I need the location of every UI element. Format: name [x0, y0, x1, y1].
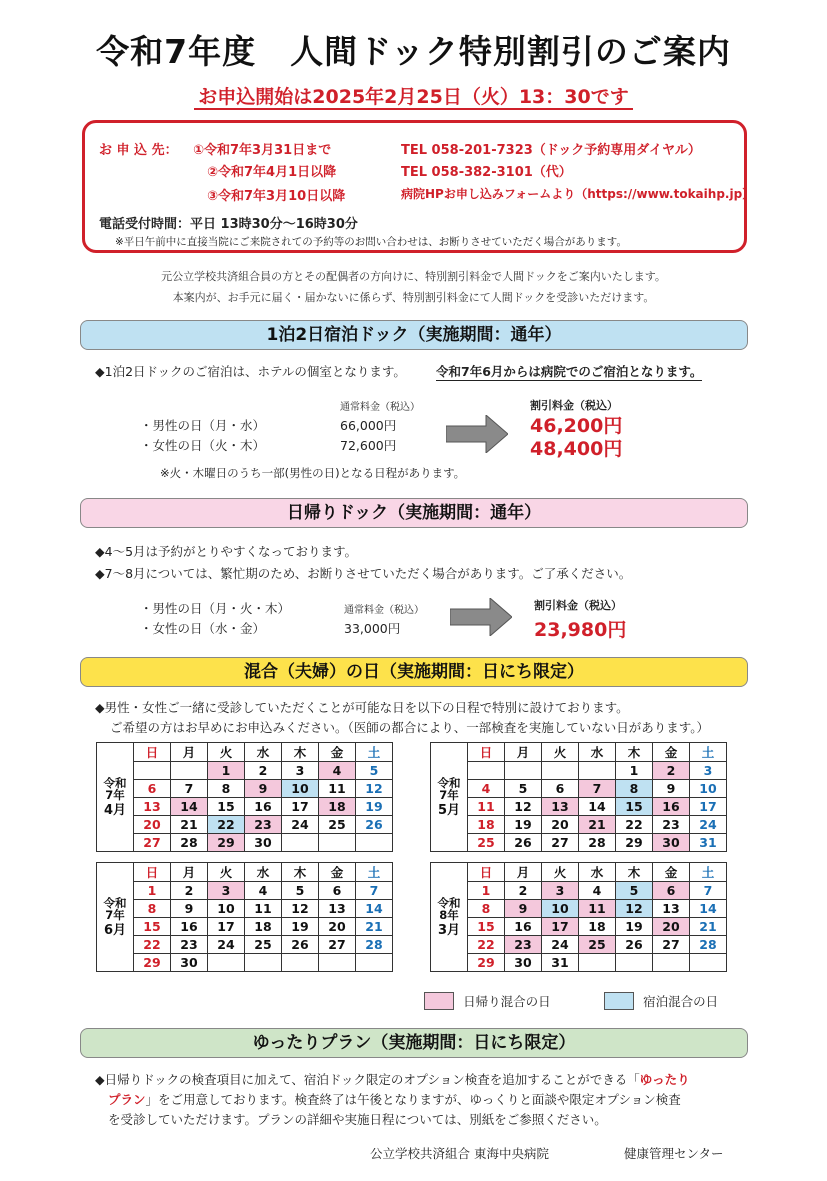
- daytrip-regular-head: 通常料金（税込）: [344, 605, 424, 616]
- calendar-day: 6: [542, 780, 579, 798]
- overnight-female-label: ・女性の日（火・木）: [140, 438, 266, 453]
- overnight-male-regular: 66,000円: [340, 418, 397, 433]
- calendar-month: [430, 862, 727, 972]
- relaxed-line-1: [95, 1070, 690, 1088]
- calendar-day: 6: [319, 882, 356, 900]
- weekday-header: 土: [690, 743, 727, 762]
- calendar-day: 6: [653, 882, 690, 900]
- calendar-empty-cell: [245, 954, 282, 972]
- application-start-text: お申込開始は2025年2月25日（火）13：30です: [194, 86, 632, 110]
- calendar-month-label: [97, 743, 134, 852]
- weekday-header: 月: [171, 743, 208, 762]
- calendar-empty-cell: [208, 954, 245, 972]
- calendar-day: 15: [208, 798, 245, 816]
- calendar-day: 7: [579, 780, 616, 798]
- calendar-empty-cell: [319, 954, 356, 972]
- calendar-day: 23: [245, 816, 282, 834]
- calendar-month-label: [431, 863, 468, 972]
- relaxed-plan-name-b: プラン: [108, 1092, 146, 1107]
- calendar-month: [96, 742, 393, 852]
- calendar-month-label-part: 3月: [437, 923, 461, 938]
- calendar-month-label-part: 6月: [103, 923, 127, 938]
- calendar-day: 13: [134, 798, 171, 816]
- calendar-empty-cell: [319, 834, 356, 852]
- weekday-header: 火: [542, 743, 579, 762]
- calendar-day: 13: [542, 798, 579, 816]
- calendar-empty-cell: [542, 762, 579, 780]
- calendar-day: 25: [468, 834, 505, 852]
- legend-daytrip: [424, 990, 551, 1010]
- calendar-day: 22: [208, 816, 245, 834]
- calendar-day: 24: [208, 936, 245, 954]
- calendar-day: 16: [653, 798, 690, 816]
- calendar-empty-cell: [134, 762, 171, 780]
- calendar-day: 1: [208, 762, 245, 780]
- calendar-day: 7: [356, 882, 393, 900]
- calendar-day: 10: [542, 900, 579, 918]
- weekday-header: 土: [356, 863, 393, 882]
- overnight-regular-head: 通常料金（税込）: [340, 402, 420, 413]
- calendar-day: 2: [653, 762, 690, 780]
- section-daytrip-header: 日帰りドック（実施期間：通年）: [80, 498, 748, 528]
- calendar-day: 20: [134, 816, 171, 834]
- calendar-day: 28: [690, 936, 727, 954]
- calendar-day: 5: [282, 882, 319, 900]
- weekday-header: 火: [208, 743, 245, 762]
- weekday-header: 金: [653, 863, 690, 882]
- calendar-day: 2: [171, 882, 208, 900]
- calendar-day: 7: [171, 780, 208, 798]
- calendar-day: 15: [468, 918, 505, 936]
- weekday-header: 金: [319, 863, 356, 882]
- weekday-header: 月: [171, 863, 208, 882]
- calendar-empty-cell: [579, 762, 616, 780]
- calendar-month-label-part: 4月: [103, 803, 127, 818]
- calendar-day: 15: [134, 918, 171, 936]
- daytrip-female-label: ・女性の日（水・金）: [140, 621, 266, 636]
- calendar-day: 31: [690, 834, 727, 852]
- weekday-header: 水: [245, 743, 282, 762]
- calendar-day: 25: [579, 936, 616, 954]
- calendar-day: 5: [505, 780, 542, 798]
- calendar-day: 17: [542, 918, 579, 936]
- weekday-header: 月: [505, 863, 542, 882]
- calendar-day: 9: [171, 900, 208, 918]
- calendar-empty-cell: [616, 954, 653, 972]
- calendar-day: 29: [616, 834, 653, 852]
- calendar-day: 22: [468, 936, 505, 954]
- calendar-day: 29: [468, 954, 505, 972]
- weekday-header: 金: [319, 743, 356, 762]
- weekday-header: 木: [616, 863, 653, 882]
- calendar-empty-cell: [579, 954, 616, 972]
- overnight-discount-head: 割引料金（税込）: [530, 399, 618, 412]
- legend-overnight: [604, 990, 718, 1010]
- calendar-empty-cell: [356, 834, 393, 852]
- overnight-note-a: ◆1泊2日ドックのご宿泊は、ホテルの個室となります。: [95, 364, 406, 379]
- calendar-day: 11: [468, 798, 505, 816]
- calendar-day: 25: [245, 936, 282, 954]
- calendar-month-label-part: 5月: [437, 803, 461, 818]
- calendar-day: 3: [282, 762, 319, 780]
- calendar-month-label-part: 7年: [439, 788, 459, 802]
- overnight-male-discount: 46,200円: [530, 415, 623, 437]
- calendar-day: 29: [134, 954, 171, 972]
- section-mixed-header: 混合（夫婦）の日（実施期間：日にち限定）: [80, 657, 748, 687]
- calendar-day: 30: [171, 954, 208, 972]
- daytrip-discount-head: 割引料金（税込）: [534, 599, 622, 612]
- calendar-day: 21: [171, 816, 208, 834]
- weekday-header: 土: [356, 743, 393, 762]
- calendar-day: 15: [616, 798, 653, 816]
- calendar-month-label-part: 令和: [437, 776, 461, 790]
- contact-box: [82, 120, 755, 253]
- calendar-day: 27: [319, 936, 356, 954]
- arrow-right-icon: [450, 598, 512, 636]
- calendar-day: 23: [505, 936, 542, 954]
- calendar-day: 3: [208, 882, 245, 900]
- calendar-day: 29: [208, 834, 245, 852]
- weekday-header: 金: [653, 743, 690, 762]
- calendar-day: 12: [616, 900, 653, 918]
- calendar-day: 27: [542, 834, 579, 852]
- footer-dept: 健康管理センター: [624, 1146, 724, 1161]
- calendar-day: 9: [245, 780, 282, 798]
- daytrip-male-label: ・男性の日（月・火・木）: [140, 601, 291, 616]
- relaxed-line-2b: 」をご用意しております。検査終了は午後となりますが、ゆっくりと面談や限定オプション検査: [145, 1092, 681, 1107]
- calendar-month-label: [431, 743, 468, 852]
- application-start-notice: [0, 82, 827, 109]
- calendar-day: 23: [653, 816, 690, 834]
- calendar-day: 7: [690, 882, 727, 900]
- section-overnight-header: 1泊2日宿泊ドック（実施期間：通年）: [80, 320, 748, 350]
- calendar-day: 27: [653, 936, 690, 954]
- section-relaxed-header: ゆったりプラン（実施期間：日にち限定）: [80, 1028, 748, 1058]
- calendar-day: 13: [319, 900, 356, 918]
- calendar-day: 1: [468, 882, 505, 900]
- calendar-day: 21: [579, 816, 616, 834]
- weekday-header: 木: [282, 743, 319, 762]
- calendar-month-label-part: 令和: [103, 896, 127, 910]
- calendar-day: 24: [282, 816, 319, 834]
- overnight-female-discount: 48,400円: [530, 438, 623, 460]
- calendar-day: 16: [171, 918, 208, 936]
- calendar-day: 28: [579, 834, 616, 852]
- calendar-day: 16: [505, 918, 542, 936]
- daytrip-note-1: ◆4～5月は予約がとりやすくなっております。: [95, 544, 358, 559]
- calendar-day: 24: [542, 936, 579, 954]
- calendar-day: 19: [505, 816, 542, 834]
- weekday-header: 月: [505, 743, 542, 762]
- contact-when-3: ③令和7年3月10日以降: [207, 189, 346, 204]
- calendar-day: 2: [505, 882, 542, 900]
- intro-line-1: 元公立学校共済組合員の方とその配偶者の方向けに、特別割引料金で人間ドックをご案内いたします。: [161, 270, 666, 283]
- calendar-day: 10: [282, 780, 319, 798]
- calendar-day: 10: [208, 900, 245, 918]
- calendar-day: 26: [616, 936, 653, 954]
- weekday-header: 木: [282, 863, 319, 882]
- calendar-day: 11: [245, 900, 282, 918]
- calendar-day: 30: [653, 834, 690, 852]
- calendar-day: 21: [356, 918, 393, 936]
- calendar-day: 22: [616, 816, 653, 834]
- calendar-day: 4: [468, 780, 505, 798]
- calendar-day: 6: [134, 780, 171, 798]
- contact-when-2: ②令和7年4月1日以降: [207, 165, 337, 180]
- calendar-day: 26: [282, 936, 319, 954]
- calendar-empty-cell: [690, 954, 727, 972]
- overnight-female-regular: 72,600円: [340, 438, 397, 453]
- calendar-empty-cell: [356, 954, 393, 972]
- calendar-day: 17: [282, 798, 319, 816]
- mixed-note-2: ご希望の方はお早めにお申込みください。（医師の都合により、一部検査を実施していない日があります。）: [110, 720, 710, 735]
- calendar-day: 16: [245, 798, 282, 816]
- calendar-empty-cell: [653, 954, 690, 972]
- weekday-header: 日: [468, 743, 505, 762]
- contact-when-1: ①令和7年3月31日まで: [193, 143, 332, 158]
- calendar-month-label-part: 7年: [105, 788, 125, 802]
- legend-overnight-label: 宿泊混合の日: [643, 993, 719, 1009]
- calendar-day: 19: [282, 918, 319, 936]
- contact-how-2: TEL 058-382-3101（代）: [401, 165, 572, 180]
- contact-how-3[interactable]: 病院HPお申し込みフォームより（https://www.tokaihp.jp）: [401, 187, 755, 201]
- calendar-day: 9: [505, 900, 542, 918]
- calendar-day: 8: [468, 900, 505, 918]
- weekday-header: 木: [616, 743, 653, 762]
- calendar-day: 22: [134, 936, 171, 954]
- calendar-day: 14: [171, 798, 208, 816]
- weekday-header: 水: [579, 863, 616, 882]
- calendar-day: 23: [171, 936, 208, 954]
- calendar-month-label-part: 8年: [439, 908, 459, 922]
- calendar-day: 24: [690, 816, 727, 834]
- calendar-day: 18: [579, 918, 616, 936]
- calendar-day: 21: [690, 918, 727, 936]
- calendar-day: 19: [616, 918, 653, 936]
- overnight-note-b: 令和7年6月からは病院でのご宿泊となります。: [436, 364, 703, 379]
- daytrip-regular: 33,000円: [344, 621, 401, 636]
- calendar-day: 20: [542, 816, 579, 834]
- weekday-header: 日: [468, 863, 505, 882]
- mixed-note-1: ◆男性・女性ご一緒に受診していただくことが可能な日を以下の日程で特別に設けております。: [95, 700, 629, 715]
- calendar-day: 5: [616, 882, 653, 900]
- calendar-day: 18: [468, 816, 505, 834]
- calendar-day: 17: [690, 798, 727, 816]
- calendar-day: 8: [208, 780, 245, 798]
- legend-daytrip-label: 日帰り混合の日: [463, 993, 551, 1009]
- calendar-day: 1: [134, 882, 171, 900]
- calendar-day: 4: [319, 762, 356, 780]
- calendar-day: 18: [319, 798, 356, 816]
- weekday-header: 水: [245, 863, 282, 882]
- calendar-day: 20: [319, 918, 356, 936]
- relaxed-line-1a: ◆日帰りドックの検査項目に加えて、宿泊ドック限定のオプション検査を追加することができる「: [95, 1072, 640, 1087]
- weekday-header: 日: [134, 863, 171, 882]
- contact-note: ※平日午前中に直接当院にご来院されての予約等のお問い合わせは、お断りさせていただく場合があります。: [115, 236, 627, 248]
- calendar-empty-cell: [171, 762, 208, 780]
- calendar-month-label-part: 令和: [437, 896, 461, 910]
- calendar-day: 28: [356, 936, 393, 954]
- weekday-header: 火: [542, 863, 579, 882]
- calendar-day: 5: [356, 762, 393, 780]
- daytrip-note-2: ◆7～8月については、繁忙期のため、お断りさせていただく場合があります。ご了承ください。: [95, 566, 632, 581]
- calendar-day: 12: [282, 900, 319, 918]
- calendar-day: 8: [134, 900, 171, 918]
- intro-line-2: 本案内が、お手元に届く・届かないに係らず、特別割引料金にて人間ドックを受診いただけます。: [172, 291, 655, 304]
- relaxed-line-3: を受診していただけます。プランの詳細や実施日程については、別紙をご参照ください。: [108, 1112, 607, 1127]
- calendar-day: 9: [653, 780, 690, 798]
- relaxed-line-2: [108, 1090, 681, 1108]
- calendar-day: 1: [616, 762, 653, 780]
- calendar-day: 18: [245, 918, 282, 936]
- legend-blue-swatch: [604, 992, 634, 1010]
- legend-pink-swatch: [424, 992, 454, 1010]
- calendar-day: 12: [356, 780, 393, 798]
- calendar-day: 11: [579, 900, 616, 918]
- relaxed-plan-name-a: ゆったり: [639, 1072, 690, 1087]
- calendar-day: 19: [356, 798, 393, 816]
- calendar-day: 17: [208, 918, 245, 936]
- page-title: 令和7年度 人間ドック特別割引のご案内: [96, 32, 731, 71]
- overnight-footnote: ※火・木曜日のうち一部(男性の日)となる日程があります。: [160, 466, 466, 480]
- daytrip-discount: 23,980円: [534, 619, 627, 641]
- calendar-month-label: [97, 863, 134, 972]
- calendar-day: 14: [579, 798, 616, 816]
- weekday-header: 土: [690, 863, 727, 882]
- calendar-month: [96, 862, 393, 972]
- overnight-male-label: ・男性の日（月・水）: [140, 418, 266, 433]
- calendar-day: 4: [579, 882, 616, 900]
- phone-hours: 電話受付時間：平日 13時30分～16時30分: [99, 217, 358, 232]
- calendar-day: 31: [542, 954, 579, 972]
- calendar-day: 13: [653, 900, 690, 918]
- calendar-empty-cell: [282, 954, 319, 972]
- calendar-empty-cell: [468, 762, 505, 780]
- calendar-day: 2: [245, 762, 282, 780]
- calendar-month-label-part: 令和: [103, 776, 127, 790]
- calendar-day: 11: [319, 780, 356, 798]
- calendar-day: 26: [356, 816, 393, 834]
- calendar-day: 14: [690, 900, 727, 918]
- contact-how-1: TEL 058-201-7323（ドック予約専用ダイヤル）: [401, 143, 701, 158]
- calendar-day: 8: [616, 780, 653, 798]
- calendar-day: 12: [505, 798, 542, 816]
- calendar-month-label-part: 7年: [105, 908, 125, 922]
- calendar-empty-cell: [505, 762, 542, 780]
- calendar-day: 30: [245, 834, 282, 852]
- calendar-day: 26: [505, 834, 542, 852]
- calendar-day: 28: [171, 834, 208, 852]
- contact-label: お 申 込 先：: [99, 143, 178, 158]
- calendar-day: 25: [319, 816, 356, 834]
- calendar-day: 3: [690, 762, 727, 780]
- calendar-day: 3: [542, 882, 579, 900]
- calendar-day: 20: [653, 918, 690, 936]
- arrow-right-icon: [446, 415, 508, 453]
- footer-org: 公立学校共済組合 東海中央病院: [370, 1146, 549, 1161]
- calendar-day: 27: [134, 834, 171, 852]
- calendar-month: [430, 742, 727, 852]
- calendar-day: 4: [245, 882, 282, 900]
- weekday-header: 水: [579, 743, 616, 762]
- calendar-empty-cell: [282, 834, 319, 852]
- calendar-day: 10: [690, 780, 727, 798]
- weekday-header: 日: [134, 743, 171, 762]
- calendar-day: 14: [356, 900, 393, 918]
- calendar-day: 30: [505, 954, 542, 972]
- weekday-header: 火: [208, 863, 245, 882]
